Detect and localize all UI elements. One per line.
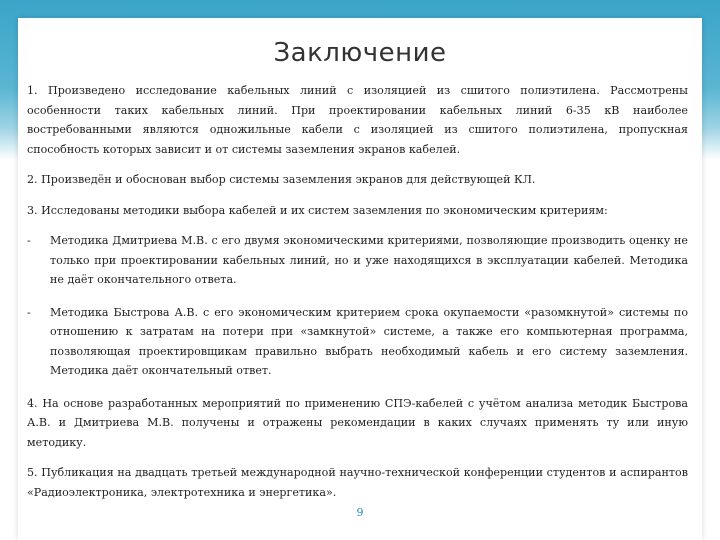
conclusion-item-4: 4. На основе разработанных мероприятий по применению СПЭ-кабелей с учётом анализа методик Быстрова А.В. и Дмитриева М.В. получены и отражены рекомендации в каких случаях применять ту или иную методику. [27, 396, 688, 449]
conclusion-item-2: 2. Произведён и обоснован выбор системы заземления экранов для действующей КЛ. [27, 173, 536, 186]
list-item [27, 231, 688, 290]
conclusion-item-5: 5. Публикация на двадцать третьей международной научно-технической конференции студентов и аспирантов «Радиоэлектроника, электротехника и энергетика». [27, 466, 688, 499]
slide-title: Заключение [273, 38, 447, 68]
conclusion-item-3: 3. Исследованы методики выбора кабелей и их систем заземления по экономическим критериям: [27, 203, 608, 217]
bullet-dash: - [27, 305, 31, 319]
conclusion-item-1: 1. Произведено исследование кабельных линий с изоляцией из сшитого полиэтилена. Рассмотрены особенности таких кабельных линий. При проектировании кабельных линий 6-35 кВ наиболее востребованными являются одножильные кабели с изоляцией из сшитого полиэтилена, пропускная способность которых зависит и от системы заземления экранов кабелей. [27, 84, 688, 156]
slide [18, 18, 702, 540]
bullet-dash: - [27, 234, 31, 247]
method-dmitriev: Методика Дмитриева М.В. с его двумя экономическими критериями, позволяющие производить оценку не только при проектировании кабельных линий, но и уже находящихся в эксплуатации кабелей. Методика не даёт окончательного ответа. [50, 234, 688, 286]
slide-content [27, 81, 688, 502]
page-number: 9 [356, 506, 364, 519]
method-bystrov: Методика Быстрова А.В. с его экономическим критерием срока окупаемости «разомкнутой» системы по отношению к затратам на потери при «замкнутой» системе, а также его компьютерная программа, позволяющая проектировщикам правильно выбрать необходимый кабель и его систему заземления. Методика даёт окончательный ответ. [50, 305, 688, 377]
list-item [27, 303, 688, 381]
methods-list [27, 231, 688, 381]
